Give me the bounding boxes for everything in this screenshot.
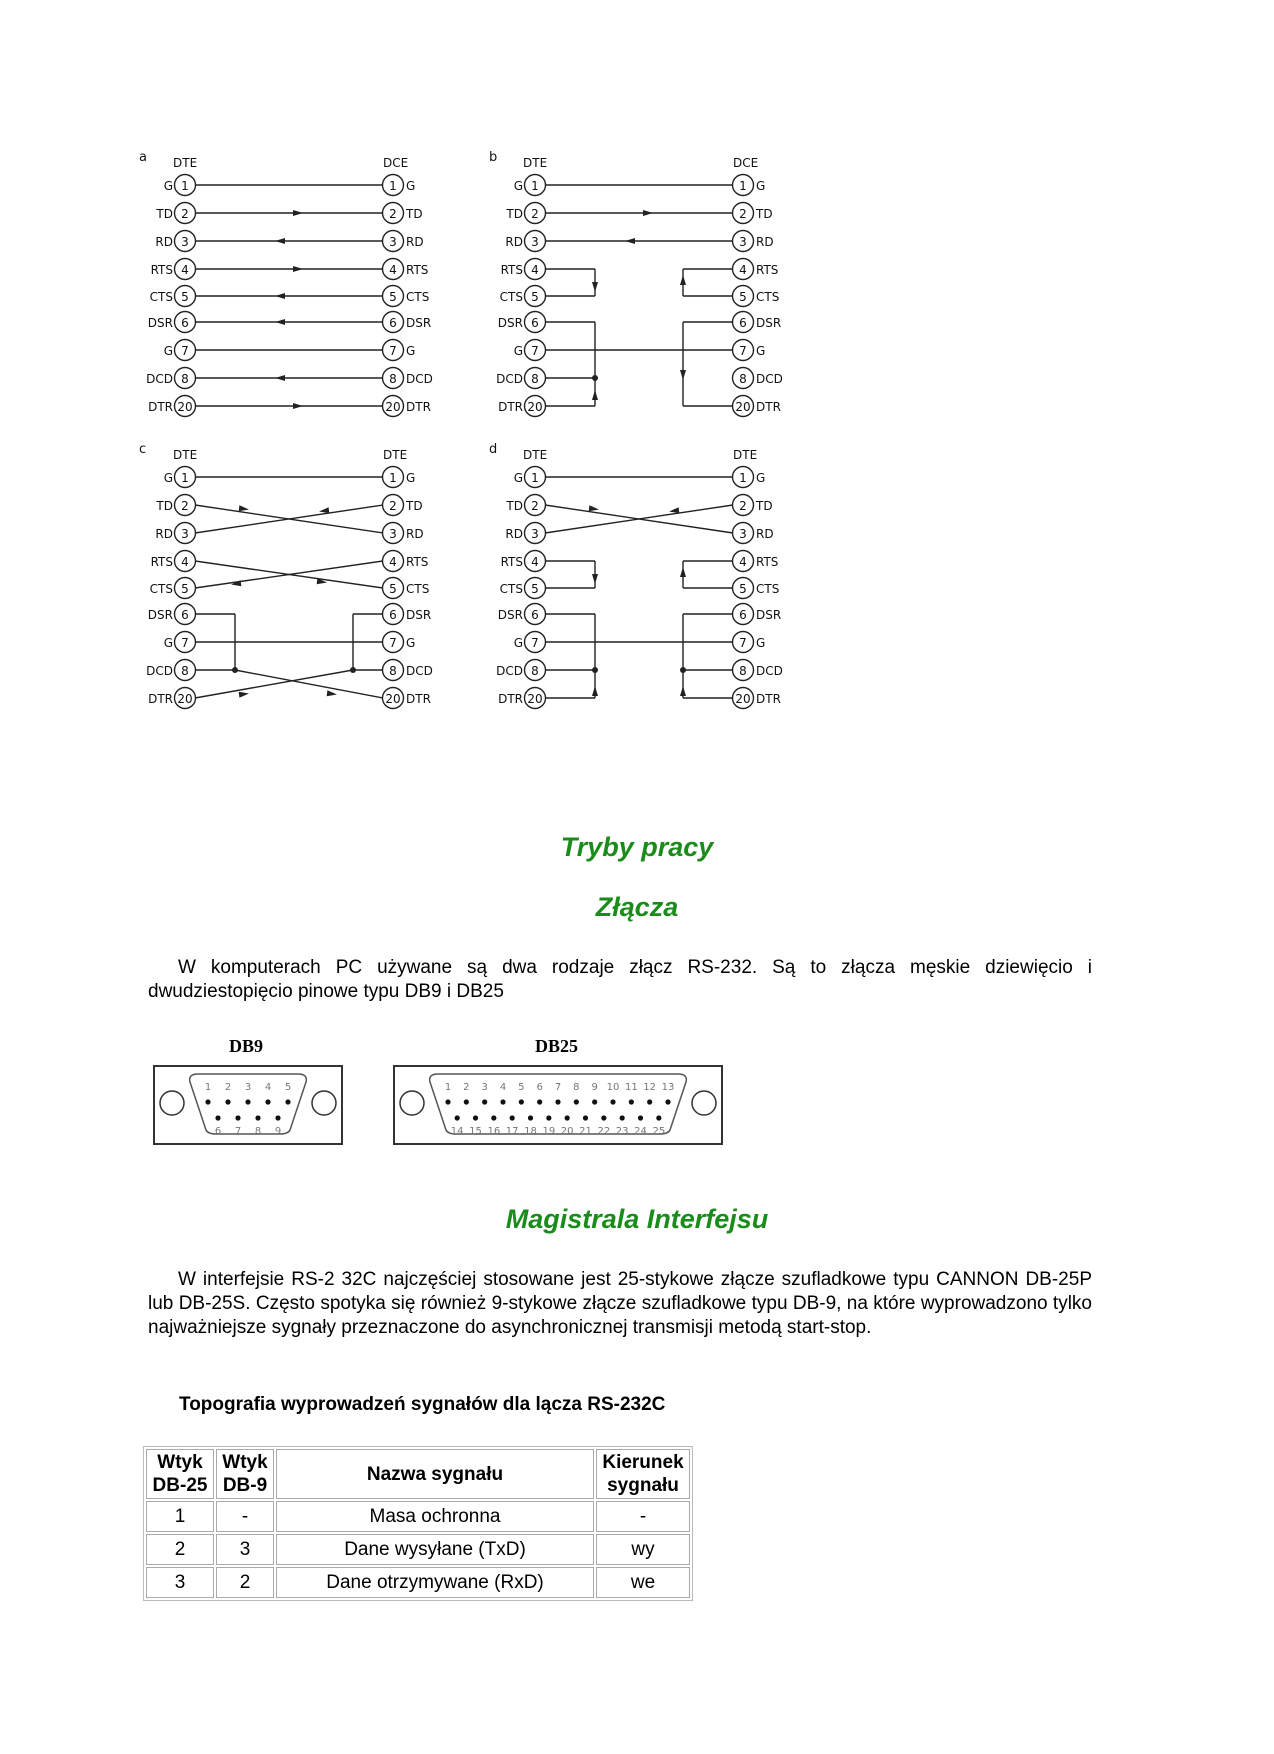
arrow-mark xyxy=(592,574,598,584)
left-pin-number: 20 xyxy=(527,400,543,414)
paragraph-magistrala xyxy=(148,1268,1092,1340)
right-pin-name: RD xyxy=(406,235,424,249)
left-pin-number: 20 xyxy=(177,400,193,414)
right-pin-name: G xyxy=(406,471,416,485)
right-pin-number: 8 xyxy=(739,664,747,678)
db25-pin-label: 23 xyxy=(615,1126,629,1137)
paragraph-magistrala-text: W interfejsie RS-2 32C najczęściej stosowane jest 25-stykowe złącze szufladkowe typu CANNON DB-25P lub DB-25S. Często spotyka się również 9-stykowe złącze szufladkowe typu DB-9, na które wyprowadzono tylko najważniejsze sygnały przeznaczone do asynchronicznej transmisji metodą start-stop. xyxy=(148,1269,1092,1338)
left-pin-number: 8 xyxy=(181,372,189,386)
cell-name: Masa ochronna xyxy=(276,1501,594,1532)
db25-pin xyxy=(574,1099,579,1104)
right-pin-name: CTS xyxy=(406,290,430,304)
right-pin-number: 6 xyxy=(389,608,397,622)
db25-pin xyxy=(445,1099,450,1104)
right-header: DCE xyxy=(383,156,409,170)
left-pin-name: RD xyxy=(155,235,173,249)
arrow-mark xyxy=(625,238,635,244)
right-pin-number: 5 xyxy=(389,290,397,304)
header-name: Nazwa sygnału xyxy=(276,1449,594,1499)
left-pin-name: DCD xyxy=(496,372,523,386)
db25-pin xyxy=(500,1099,505,1104)
right-pin-name: G xyxy=(406,636,416,650)
left-pin-number: 5 xyxy=(181,290,189,304)
right-pin-number: 4 xyxy=(389,263,397,277)
arrow-mark xyxy=(231,580,242,587)
left-pin-name: TD xyxy=(156,207,173,221)
right-pin-name: G xyxy=(756,636,766,650)
left-pin-number: 2 xyxy=(181,207,189,221)
right-pin-number: 2 xyxy=(739,499,747,513)
table-row xyxy=(146,1534,690,1565)
db9-mount-hole-right xyxy=(312,1091,336,1115)
left-header: DTE xyxy=(523,448,548,462)
left-pin-number: 6 xyxy=(531,316,539,330)
right-pin-name: TD xyxy=(406,499,423,513)
db25-pin xyxy=(464,1099,469,1104)
right-pin-name: G xyxy=(756,179,766,193)
db25-pin xyxy=(555,1099,560,1104)
right-pin-number: 7 xyxy=(389,636,397,650)
right-pin-name: RTS xyxy=(406,555,429,569)
heading-tryby-pracy: Tryby pracy xyxy=(560,832,714,862)
arrow-mark xyxy=(293,266,303,272)
right-pin-name: DCD xyxy=(406,372,433,386)
db25-pin xyxy=(647,1099,652,1104)
db25-pin-label: 8 xyxy=(573,1082,580,1093)
left-pin-name: DCD xyxy=(146,664,173,678)
db9-pin-label: 5 xyxy=(284,1082,292,1093)
table-row xyxy=(146,1567,690,1598)
db25-pin xyxy=(592,1099,597,1104)
db25-pin-label: 16 xyxy=(487,1126,501,1137)
right-pin-number: 3 xyxy=(389,527,397,541)
right-pin-name: TD xyxy=(756,207,773,221)
right-pin-name: DSR xyxy=(756,316,782,330)
table-header-row xyxy=(146,1449,690,1499)
db25-pin-label: 3 xyxy=(481,1082,488,1093)
table-row xyxy=(146,1501,690,1532)
cell-name: Dane wysyłane (TxD) xyxy=(276,1534,594,1565)
db25-pin xyxy=(510,1115,515,1120)
db9-pin-label: 1 xyxy=(204,1082,212,1093)
arrow-mark xyxy=(275,319,285,325)
left-pin-name: DTR xyxy=(148,400,173,414)
left-pin-number: 4 xyxy=(531,263,539,277)
db9-pin-label: 6 xyxy=(214,1126,222,1137)
right-pin-number: 1 xyxy=(389,471,397,485)
db9-mount-hole-left xyxy=(160,1091,184,1115)
db25-pin xyxy=(583,1115,588,1120)
right-header: DTE xyxy=(733,448,758,462)
left-pin-name: TD xyxy=(506,499,523,513)
diagram-letter: d xyxy=(489,442,498,457)
db25-pin xyxy=(620,1115,625,1120)
arrow-mark xyxy=(592,282,598,292)
left-pin-number: 3 xyxy=(181,527,189,541)
left-pin-number: 3 xyxy=(531,527,539,541)
diagram-a xyxy=(139,150,433,417)
left-pin-name: RTS xyxy=(500,555,523,569)
wiring-diagrams xyxy=(139,150,905,795)
db25-mount-hole-right xyxy=(692,1091,716,1115)
left-pin-number: 4 xyxy=(531,555,539,569)
db9-pin xyxy=(285,1099,290,1104)
left-pin-name: G xyxy=(163,179,173,193)
left-pin-number: 7 xyxy=(181,344,189,358)
right-pin-number: 5 xyxy=(739,290,747,304)
left-pin-name: DSR xyxy=(147,608,173,622)
right-pin-name: TD xyxy=(406,207,423,221)
left-pin-number: 1 xyxy=(531,471,539,485)
left-pin-number: 2 xyxy=(181,499,189,513)
db9-pin-label: 8 xyxy=(254,1126,262,1137)
left-header: DTE xyxy=(173,156,198,170)
db25-pin xyxy=(656,1115,661,1120)
right-pin-number: 8 xyxy=(389,372,397,386)
arrow-mark xyxy=(275,238,285,244)
left-pin-name: DCD xyxy=(146,372,173,386)
db9-pin xyxy=(225,1099,230,1104)
right-pin-name: RD xyxy=(756,235,774,249)
db25-pin xyxy=(455,1115,460,1120)
left-pin-number: 1 xyxy=(181,179,189,193)
arrow-mark xyxy=(239,691,250,698)
left-pin-number: 3 xyxy=(531,235,539,249)
db9-pin xyxy=(245,1099,250,1104)
left-pin-number: 2 xyxy=(531,207,539,221)
cell-direction: we xyxy=(596,1567,690,1598)
left-pin-name: DTR xyxy=(498,692,523,706)
db25-pin xyxy=(546,1115,551,1120)
left-pin-number: 5 xyxy=(181,582,189,596)
heading-zlacza: Złącza xyxy=(595,892,679,922)
right-pin-number: 4 xyxy=(739,555,747,569)
left-pin-number: 4 xyxy=(181,263,189,277)
right-pin-name: DSR xyxy=(406,608,432,622)
left-pin-number: 6 xyxy=(181,608,189,622)
right-pin-name: CTS xyxy=(756,290,780,304)
right-pin-name: RD xyxy=(406,527,424,541)
arrow-mark xyxy=(293,210,303,216)
right-pin-name: RTS xyxy=(756,555,779,569)
right-pin-number: 3 xyxy=(739,527,747,541)
arrow-mark xyxy=(293,403,303,409)
db9-pin-label: 4 xyxy=(264,1082,272,1093)
table-caption: Topografia wyprowadzeń sygnałów dla lącza RS-232C xyxy=(179,1394,666,1415)
right-pin-name: DCD xyxy=(406,664,433,678)
db25-pin-label: 21 xyxy=(579,1126,592,1137)
left-pin-number: 20 xyxy=(177,692,193,706)
right-pin-number: 4 xyxy=(739,263,747,277)
left-pin-name: G xyxy=(163,636,173,650)
db25-pin-label: 7 xyxy=(554,1082,562,1093)
db25-pin-label: 15 xyxy=(469,1126,482,1137)
right-pin-name: RTS xyxy=(406,263,429,277)
left-pin-name: CTS xyxy=(499,290,523,304)
cell-direction: - xyxy=(596,1501,690,1532)
db25-pin xyxy=(601,1115,606,1120)
arrow-mark xyxy=(592,686,598,696)
header-db25-line1: Wtyk xyxy=(157,1452,203,1473)
left-pin-number: 7 xyxy=(531,344,539,358)
db25-pin xyxy=(610,1099,615,1104)
left-pin-name: RTS xyxy=(150,263,173,277)
left-pin-number: 7 xyxy=(531,636,539,650)
cell-db9: 2 xyxy=(216,1567,274,1598)
right-pin-number: 6 xyxy=(389,316,397,330)
db25-pin xyxy=(629,1099,634,1104)
left-pin-name: CTS xyxy=(149,290,173,304)
right-pin-number: 20 xyxy=(735,400,751,414)
left-pin-number: 3 xyxy=(181,235,189,249)
arrow-mark xyxy=(275,375,285,381)
db25-pin-label: 6 xyxy=(536,1082,543,1093)
junction-dot xyxy=(592,375,598,381)
db9-pin xyxy=(235,1115,240,1120)
junction-dot xyxy=(680,667,686,673)
arrow-mark xyxy=(680,686,686,696)
right-pin-number: 20 xyxy=(735,692,751,706)
header-db25-line2: DB-25 xyxy=(152,1475,208,1496)
left-pin-name: TD xyxy=(156,499,173,513)
db25-pin xyxy=(638,1115,643,1120)
db25-pin-label: 25 xyxy=(652,1126,666,1137)
diagram-b xyxy=(489,150,783,417)
db9-pin-label: 7 xyxy=(234,1126,242,1137)
right-pin-name: G xyxy=(756,344,766,358)
diagram-letter: a xyxy=(139,150,147,165)
db25-pin-label: 2 xyxy=(463,1082,470,1093)
db25-pin xyxy=(528,1115,533,1120)
right-pin-number: 1 xyxy=(739,471,747,485)
left-pin-name: DCD xyxy=(496,664,523,678)
right-pin-number: 20 xyxy=(385,692,401,706)
left-pin-name: DTR xyxy=(148,692,173,706)
arrow-mark xyxy=(643,210,653,216)
left-pin-name: G xyxy=(513,636,523,650)
db25-pin xyxy=(565,1115,570,1120)
db25-pin-label: 11 xyxy=(624,1082,638,1093)
db25-pin-label: 19 xyxy=(542,1126,556,1137)
db25-pin xyxy=(519,1099,524,1104)
db9-label: DB9 xyxy=(229,1036,264,1056)
paragraph-zlacza-text: W komputerach PC używane są dwa rodzaje złącz RS-232. Są to złącza męskie dziewięcio i dwudziestopięcio pinowe typu DB9 i DB25 xyxy=(148,957,1092,1002)
db25-pin-label: 18 xyxy=(524,1126,537,1137)
right-pin-name: DTR xyxy=(756,692,781,706)
right-pin-name: G xyxy=(756,471,766,485)
header-db25 xyxy=(146,1449,214,1499)
left-pin-number: 20 xyxy=(527,692,543,706)
right-pin-name: DSR xyxy=(756,608,782,622)
right-header: DCE xyxy=(733,156,759,170)
header-direction-line1: Kierunek xyxy=(602,1452,684,1473)
left-pin-name: RD xyxy=(155,527,173,541)
left-pin-number: 4 xyxy=(181,555,189,569)
right-pin-number: 4 xyxy=(389,555,397,569)
left-pin-number: 8 xyxy=(181,664,189,678)
left-pin-number: 2 xyxy=(531,499,539,513)
right-pin-number: 7 xyxy=(739,636,747,650)
db25-pin xyxy=(482,1099,487,1104)
right-pin-number: 5 xyxy=(389,582,397,596)
db25-pin-label: 13 xyxy=(661,1082,675,1093)
left-pin-name: RD xyxy=(505,235,523,249)
right-header: DTE xyxy=(383,448,408,462)
cell-db9: 3 xyxy=(216,1534,274,1565)
right-pin-number: 5 xyxy=(739,582,747,596)
right-pin-number: 7 xyxy=(389,344,397,358)
left-header: DTE xyxy=(173,448,198,462)
right-pin-name: DSR xyxy=(406,316,432,330)
cell-db25: 1 xyxy=(146,1501,214,1532)
left-pin-number: 8 xyxy=(531,664,539,678)
paragraph-zlacza xyxy=(148,956,1092,1004)
diagram-letter: b xyxy=(489,150,498,165)
right-pin-name: CTS xyxy=(756,582,780,596)
right-pin-name: G xyxy=(406,179,416,193)
right-pin-number: 2 xyxy=(389,207,397,221)
right-pin-name: DTR xyxy=(756,400,781,414)
arrow-mark xyxy=(327,690,338,697)
left-pin-name: G xyxy=(513,179,523,193)
left-pin-number: 1 xyxy=(531,179,539,193)
right-pin-number: 20 xyxy=(385,400,401,414)
left-pin-name: DSR xyxy=(497,608,523,622)
diagram-c xyxy=(139,442,433,709)
right-pin-name: RD xyxy=(756,527,774,541)
db25-pin xyxy=(665,1099,670,1104)
right-pin-number: 8 xyxy=(739,372,747,386)
right-pin-name: DCD xyxy=(756,372,783,386)
left-pin-name: G xyxy=(163,471,173,485)
cell-db9: - xyxy=(216,1501,274,1532)
right-pin-name: DTR xyxy=(406,400,431,414)
db9-pin xyxy=(275,1115,280,1120)
db25-pin xyxy=(537,1099,542,1104)
db9-connector xyxy=(150,1062,350,1152)
arrow-mark xyxy=(275,293,285,299)
db25-pin-label: 9 xyxy=(591,1082,598,1093)
arrow-mark xyxy=(680,370,686,380)
left-header: DTE xyxy=(523,156,548,170)
db25-pin-label: 17 xyxy=(505,1126,519,1137)
left-pin-name: G xyxy=(513,344,523,358)
right-pin-number: 3 xyxy=(389,235,397,249)
db25-pin-label: 1 xyxy=(444,1082,452,1093)
wiring-diagrams-svg xyxy=(139,150,905,795)
left-pin-name: RD xyxy=(505,527,523,541)
db9-pin-label: 2 xyxy=(224,1082,232,1093)
arrow-mark xyxy=(680,567,686,577)
db25-pin-label: 14 xyxy=(450,1126,464,1137)
right-pin-number: 8 xyxy=(389,664,397,678)
right-pin-name: G xyxy=(406,344,416,358)
left-pin-name: CTS xyxy=(149,582,173,596)
header-db9 xyxy=(216,1449,274,1499)
db9-pin xyxy=(255,1115,260,1120)
db9-pin xyxy=(265,1099,270,1104)
db25-label: DB25 xyxy=(535,1036,579,1056)
right-pin-name: DTR xyxy=(406,692,431,706)
left-pin-number: 6 xyxy=(181,316,189,330)
right-pin-name: CTS xyxy=(406,582,430,596)
junction-dot xyxy=(592,667,598,673)
cell-name: Dane otrzymywane (RxD) xyxy=(276,1567,594,1598)
db25-pin-label: 10 xyxy=(606,1082,620,1093)
left-pin-number: 5 xyxy=(531,582,539,596)
cell-direction: wy xyxy=(596,1534,690,1565)
right-pin-name: DCD xyxy=(756,664,783,678)
left-pin-name: TD xyxy=(506,207,523,221)
left-pin-number: 5 xyxy=(531,290,539,304)
db25-pin-label: 22 xyxy=(597,1126,611,1137)
cell-db25: 3 xyxy=(146,1567,214,1598)
db25-pin-label: 5 xyxy=(518,1082,525,1093)
db25-pin xyxy=(473,1115,478,1120)
db25-mount-hole-left xyxy=(400,1091,424,1115)
db9-pin xyxy=(205,1099,210,1104)
header-direction xyxy=(596,1449,690,1499)
db25-pin-label: 24 xyxy=(634,1126,647,1137)
db25-pin xyxy=(491,1115,496,1120)
heading-magistrala-interfejsu: Magistrala Interfejsu xyxy=(505,1204,769,1234)
left-pin-number: 1 xyxy=(181,471,189,485)
left-pin-name: DTR xyxy=(498,400,523,414)
right-pin-number: 6 xyxy=(739,608,747,622)
right-pin-number: 1 xyxy=(389,179,397,193)
db25-pin-label: 12 xyxy=(643,1082,657,1093)
right-pin-name: TD xyxy=(756,499,773,513)
cell-db25: 2 xyxy=(146,1534,214,1565)
left-pin-name: CTS xyxy=(499,582,523,596)
left-pin-number: 6 xyxy=(531,608,539,622)
diagram-letter: c xyxy=(139,442,147,457)
db25-pin-label: 4 xyxy=(499,1082,507,1093)
left-pin-name: DSR xyxy=(147,316,173,330)
db25-pin-label: 20 xyxy=(560,1126,574,1137)
right-pin-number: 3 xyxy=(739,235,747,249)
left-pin-number: 7 xyxy=(181,636,189,650)
right-pin-name: RTS xyxy=(756,263,779,277)
right-pin-number: 7 xyxy=(739,344,747,358)
pin-table xyxy=(143,1446,693,1601)
right-pin-number: 6 xyxy=(739,316,747,330)
arrow-mark xyxy=(680,275,686,285)
left-pin-name: RTS xyxy=(500,263,523,277)
header-direction-line2: sygnału xyxy=(607,1475,679,1496)
db9-pin-label: 3 xyxy=(244,1082,252,1093)
left-pin-number: 8 xyxy=(531,372,539,386)
header-db9-line1: Wtyk xyxy=(222,1452,268,1473)
left-pin-name: DSR xyxy=(497,316,523,330)
db25-connector xyxy=(390,1062,730,1152)
header-db9-line2: DB-9 xyxy=(222,1475,268,1496)
arrow-mark xyxy=(592,390,598,400)
right-pin-number: 1 xyxy=(739,179,747,193)
db9-pin xyxy=(215,1115,220,1120)
left-pin-name: G xyxy=(513,471,523,485)
right-pin-number: 2 xyxy=(389,499,397,513)
wire xyxy=(235,670,383,698)
right-pin-number: 2 xyxy=(739,207,747,221)
db9-pin-label: 9 xyxy=(274,1126,282,1137)
left-pin-name: RTS xyxy=(150,555,173,569)
left-pin-name: G xyxy=(163,344,173,358)
diagram-d xyxy=(489,442,783,709)
